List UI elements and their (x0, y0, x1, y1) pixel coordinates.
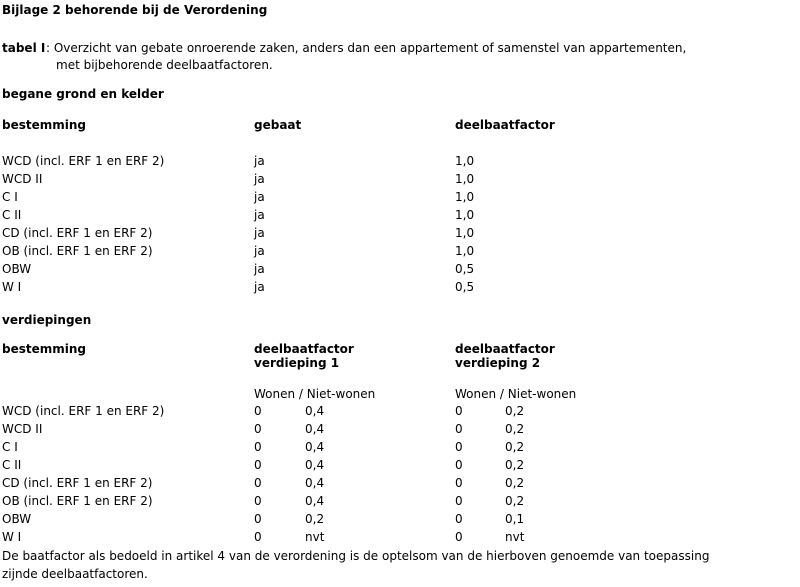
section2-row-v2-wonen: 0 (455, 494, 463, 508)
section2-row-bestemming: OB (incl. ERF 1 en ERF 2) (2, 494, 153, 508)
section1-row-gebaat: ja (254, 190, 265, 204)
section2-header-col1-line1: deelbaatfactor (254, 342, 354, 356)
section2-header-bestemming: bestemming (2, 342, 86, 356)
section2-row-v2-wonen: 0 (455, 440, 463, 454)
table-label: tabel I (2, 41, 46, 55)
section2-row-v2-niet-wonen: 0,2 (505, 494, 525, 508)
intro-text-line2: met bijbehorende deelbaatfactoren. (56, 58, 273, 72)
section1-row-bestemming: OBW (2, 262, 32, 276)
section2-row-v2-wonen: 0 (455, 476, 463, 490)
section1-row-factor: 1,0 (455, 154, 475, 168)
section1-row-bestemming: WCD II (2, 172, 43, 186)
page-title: Bijlage 2 behorende bij de Verordening (2, 3, 268, 17)
section2-row-v1-niet-wonen: 0,4 (305, 458, 325, 472)
section1-row-bestemming: C I (2, 190, 18, 204)
section2-row-v2-niet-wonen: 0,2 (505, 422, 525, 436)
section2-row-v1-wonen: 0 (254, 476, 262, 490)
section2-row-v1-wonen: 0 (254, 422, 262, 436)
section2-row-v1-wonen: 0 (254, 530, 262, 544)
section1-row-factor: 1,0 (455, 226, 475, 240)
section1-row-gebaat: ja (254, 280, 265, 294)
section1-row-gebaat: ja (254, 244, 265, 258)
section2-subheader-col1: Wonen / Niet-wonen (254, 387, 376, 401)
section2-row-v2-niet-wonen: 0,2 (505, 476, 525, 490)
intro-text-line1: : Overzicht van gebate onroerende zaken, anders dan een appartement of samenstel van appartementen, (46, 41, 687, 55)
section1-header-factor: deelbaatfactor (455, 118, 555, 132)
section1-row-gebaat: ja (254, 172, 265, 186)
section1-row-gebaat: ja (254, 262, 265, 276)
section2-row-v1-niet-wonen: 0,4 (305, 404, 325, 418)
section2-header-col1-line2: verdieping 1 (254, 356, 340, 370)
section2-header-col2-line2: verdieping 2 (455, 356, 541, 370)
section2-row-bestemming: OBW (2, 512, 32, 526)
section1-row-factor: 0,5 (455, 262, 475, 276)
section1-row-gebaat: ja (254, 208, 265, 222)
section1-row-factor: 1,0 (455, 208, 475, 222)
section2-row-bestemming: WCD II (2, 422, 43, 436)
section2-row-v2-wonen: 0 (455, 404, 463, 418)
section2-row-v1-niet-wonen: 0,4 (305, 422, 325, 436)
section1-header-bestemming: bestemming (2, 118, 86, 132)
section1-row-bestemming: W I (2, 280, 22, 294)
section2-row-v1-niet-wonen: 0,4 (305, 476, 325, 490)
section1-row-bestemming: CD (incl. ERF 1 en ERF 2) (2, 226, 153, 240)
section2-row-v1-wonen: 0 (254, 494, 262, 508)
section1-title: begane grond en kelder (2, 87, 164, 101)
section1-row-factor: 1,0 (455, 244, 475, 258)
section2-title: verdiepingen (2, 313, 92, 327)
section2-row-bestemming: CD (incl. ERF 1 en ERF 2) (2, 476, 153, 490)
section1-row-bestemming: C II (2, 208, 22, 222)
section2-row-v2-niet-wonen: 0,2 (505, 440, 525, 454)
section1-row-bestemming: OB (incl. ERF 1 en ERF 2) (2, 244, 153, 258)
section2-row-v1-niet-wonen: 0,2 (305, 512, 325, 526)
section2-row-v1-wonen: 0 (254, 458, 262, 472)
section1-row-factor: 0,5 (455, 280, 475, 294)
section2-row-v2-wonen: 0 (455, 530, 463, 544)
section2-row-v1-wonen: 0 (254, 404, 262, 418)
footer-text-line1: De baatfactor als bedoeld in artikel 4 van de verordening is de optelsom van de hierboven genoemde van toepassing (2, 549, 710, 563)
section2-row-v2-niet-wonen: 0,2 (505, 458, 525, 472)
section2-row-v1-wonen: 0 (254, 440, 262, 454)
section2-row-v2-wonen: 0 (455, 458, 463, 472)
section2-row-v1-wonen: 0 (254, 512, 262, 526)
section2-row-v1-niet-wonen: 0,4 (305, 494, 325, 508)
section1-row-gebaat: ja (254, 226, 265, 240)
section2-subheader-col2: Wonen / Niet-wonen (455, 387, 577, 401)
section2-row-bestemming: C I (2, 440, 18, 454)
footer-text-line2: zijnde deelbaatfactoren. (2, 567, 148, 581)
section1-row-factor: 1,0 (455, 190, 475, 204)
section2-row-v2-wonen: 0 (455, 422, 463, 436)
section2-row-v2-niet-wonen: 0,2 (505, 404, 525, 418)
section2-row-v2-wonen: 0 (455, 512, 463, 526)
section1-row-factor: 1,0 (455, 172, 475, 186)
section2-row-v1-niet-wonen: 0,4 (305, 440, 325, 454)
section2-row-bestemming: C II (2, 458, 22, 472)
section2-row-v1-niet-wonen: nvt (305, 530, 325, 544)
section2-header-col2-line1: deelbaatfactor (455, 342, 555, 356)
section1-header-gebaat: gebaat (254, 118, 302, 132)
section2-row-v2-niet-wonen: 0,1 (505, 512, 525, 526)
section1-row-gebaat: ja (254, 154, 265, 168)
section2-row-v2-niet-wonen: nvt (505, 530, 525, 544)
section1-row-bestemming: WCD (incl. ERF 1 en ERF 2) (2, 154, 165, 168)
section2-row-bestemming: WCD (incl. ERF 1 en ERF 2) (2, 404, 165, 418)
section2-row-bestemming: W I (2, 530, 22, 544)
